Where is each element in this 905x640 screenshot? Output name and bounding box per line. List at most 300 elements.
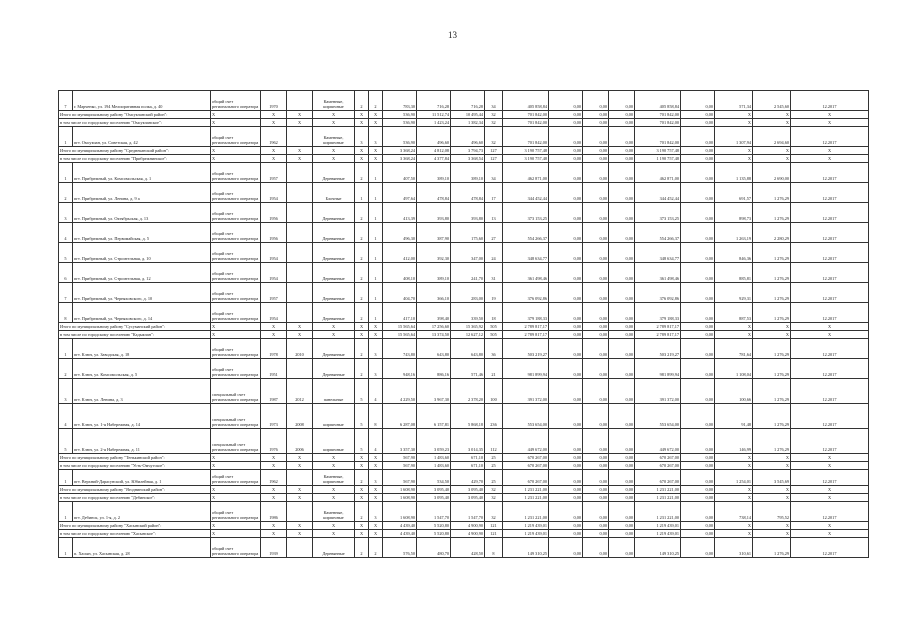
cell-a1: 948,16 <box>383 359 417 379</box>
cell-s5: 379 188,33 <box>635 303 681 323</box>
cell-a3: 671,10 <box>451 462 485 470</box>
cell-s5: 981 899,94 <box>635 359 681 379</box>
cell-dt: X <box>791 454 869 462</box>
cell-a3: 3 095,40 <box>451 494 485 502</box>
cell-s2: 0,00 <box>549 462 583 470</box>
cell-res: 17 <box>485 183 503 203</box>
cell-s1: 376 092,86 <box>503 283 549 303</box>
cell-a3: 496,60 <box>451 127 485 147</box>
cell-s1: 3 190 757,48 <box>503 147 549 155</box>
cell-s8: 1 276,29 <box>753 203 791 223</box>
table-row <box>59 91 869 111</box>
cell-y1: X <box>261 486 287 494</box>
cell-mat: Деревянные <box>313 163 355 183</box>
cell-dt: 12.2017 <box>791 91 869 111</box>
table-row <box>59 359 869 379</box>
cell-fl: X <box>355 454 369 462</box>
cell-s8: 2 694,60 <box>753 127 791 147</box>
cell-addr: пгт. Ключ, ул. 1-я Набережная, д. 14 <box>73 404 211 429</box>
cell-s7: 738,14 <box>715 502 753 522</box>
cell-s8: X <box>753 454 791 462</box>
summary-row <box>59 454 869 462</box>
cell-addr: пгт. Омсукчан, ул. Советская, д. 42 <box>73 127 211 147</box>
cell-en: 1 <box>369 183 383 203</box>
cell-num: 3 <box>59 379 73 404</box>
cell-mat: кирпичные <box>313 404 355 429</box>
cell-s4: 0,00 <box>609 119 635 127</box>
cell-fl: X <box>355 486 369 494</box>
cell-s3: 0,00 <box>583 502 609 522</box>
cell-s5: 1 231 221,00 <box>635 494 681 502</box>
cell-y2 <box>287 243 313 263</box>
cell-s5: 670 267,00 <box>635 454 681 462</box>
cell-s6: 0,00 <box>681 263 715 283</box>
cell-s4: 0,00 <box>609 183 635 203</box>
summary-row <box>59 155 869 163</box>
cell-dt: X <box>791 530 869 538</box>
cell-s3: 0,00 <box>583 91 609 111</box>
cell-s6: 0,00 <box>681 339 715 359</box>
cell-s2: 0,00 <box>549 127 583 147</box>
cell-s6: 0,00 <box>681 454 715 462</box>
cell-s5: 376 092,86 <box>635 283 681 303</box>
cell-y1: X <box>261 323 287 331</box>
cell-fl: 5 <box>355 429 369 454</box>
cell-s8: 2 690,00 <box>753 163 791 183</box>
cell-res: 127 <box>485 147 503 155</box>
cell-y2: 2012 <box>287 379 313 404</box>
cell-s4: 0,00 <box>609 359 635 379</box>
cell-y2: X <box>287 530 313 538</box>
table-row <box>59 538 869 558</box>
cell-op: общий счет регионального оператора <box>211 91 261 111</box>
cell-num: 1 <box>59 339 73 359</box>
cell-a1: 4 439,40 <box>383 530 417 538</box>
cell-s4: 0,00 <box>609 283 635 303</box>
cell-s6: 0,00 <box>681 494 715 502</box>
cell-s1: 670 267,00 <box>503 462 549 470</box>
cell-en: 1 <box>369 223 383 243</box>
cell-mat: Деревянные <box>313 303 355 323</box>
cell-dt: X <box>791 147 869 155</box>
cell-s5: 1 231 221,00 <box>635 486 681 494</box>
cell-y1: 1954 <box>261 183 287 203</box>
cell-a3: 3 368,54 <box>451 155 485 163</box>
cell-dt: 12.2017 <box>791 429 869 454</box>
cell-en: 2 <box>369 538 383 558</box>
cell-s8: 1 276,29 <box>753 303 791 323</box>
cell-a1: 536,90 <box>383 111 417 119</box>
cell-s5: 1 231 221,00 <box>635 502 681 522</box>
cell-y2 <box>287 263 313 283</box>
cell-s4: 0,00 <box>609 494 635 502</box>
cell-a2: 393,80 <box>417 203 451 223</box>
cell-y1: X <box>261 147 287 155</box>
cell-en: X <box>369 462 383 470</box>
cell-mat: X <box>313 462 355 470</box>
cell-op: общий счет регионального оператора <box>211 203 261 223</box>
cell-a3: 571,46 <box>451 359 485 379</box>
cell-y2 <box>287 303 313 323</box>
cell-res: 25 <box>485 454 503 462</box>
cell-mat: X <box>313 155 355 163</box>
cell-s6: 0,00 <box>681 538 715 558</box>
cell-s6: 0,00 <box>681 323 715 331</box>
cell-s6: 0,00 <box>681 147 715 155</box>
cell-s4: 0,00 <box>609 379 635 404</box>
cell-res: 34 <box>485 163 503 183</box>
cell-s2: 0,00 <box>549 454 583 462</box>
table-row <box>59 303 869 323</box>
cell-res: 127 <box>485 155 503 163</box>
cell-a1: 412,00 <box>383 243 417 263</box>
summary-row <box>59 530 869 538</box>
cell-s3: 0,00 <box>583 243 609 263</box>
cell-s8: X <box>753 147 791 155</box>
cell-s3: 0,00 <box>583 462 609 470</box>
cell-s7: 887,53 <box>715 303 753 323</box>
cell-op: общий счет регионального оператора <box>211 470 261 486</box>
cell-s1: 348 634,77 <box>503 243 549 263</box>
cell-a1: 4 229,50 <box>383 379 417 404</box>
table-row <box>59 429 869 454</box>
summary-row <box>59 522 869 530</box>
cell-s2: 0,00 <box>549 111 583 119</box>
cell-mat: Деревянные <box>313 223 355 243</box>
cell-a2: 3 095,40 <box>417 486 451 494</box>
cell-a3: 1 382,34 <box>451 119 485 127</box>
cell-s1: 554 266,37 <box>503 223 549 243</box>
cell-s3: 0,00 <box>583 530 609 538</box>
cell-a2: 534,50 <box>417 470 451 486</box>
cell-a1: 15 565,64 <box>383 331 417 339</box>
cell-fl: 2 <box>355 359 369 379</box>
cell-s2: 0,00 <box>549 147 583 155</box>
cell-s2: 0,00 <box>549 486 583 494</box>
cell-s2: 0,00 <box>549 339 583 359</box>
cell-a2: 6 157,81 <box>417 404 451 429</box>
cell-s1: 503 219,27 <box>503 339 549 359</box>
cell-s2: 0,00 <box>549 379 583 404</box>
cell-y2 <box>287 203 313 223</box>
summary-row <box>59 119 869 127</box>
cell-s7: X <box>715 494 753 502</box>
cell-res: 19 <box>485 283 503 303</box>
cell-s2: 0,00 <box>549 183 583 203</box>
cell-num: 6 <box>59 263 73 283</box>
table-row <box>59 502 869 522</box>
cell-op: общий счет регионального оператора <box>211 223 261 243</box>
cell-y1: 1951 <box>261 359 287 379</box>
cell-en: 1 <box>369 163 383 183</box>
cell-s5: 373 153,25 <box>635 203 681 223</box>
cell-s5: 361 498,46 <box>635 263 681 283</box>
cell-res: 8 <box>485 538 503 558</box>
cell-mat: Деревянные <box>313 339 355 359</box>
cell-res: 32 <box>485 486 503 494</box>
cell-s6: 0,00 <box>681 163 715 183</box>
cell-a3: 15 365,92 <box>451 323 485 331</box>
cell-s6: 0,00 <box>681 111 715 119</box>
cell-a3: 643,80 <box>451 339 485 359</box>
summary-row <box>59 331 869 339</box>
cell-a1: 567,90 <box>383 454 417 462</box>
cell-a3: 3 095,40 <box>451 486 485 494</box>
cell-s8: X <box>753 111 791 119</box>
cell-s2: 0,00 <box>549 323 583 331</box>
cell-s3: 0,00 <box>583 404 609 429</box>
cell-en: X <box>369 323 383 331</box>
cell-a1: 3 368,24 <box>383 155 417 163</box>
table-row <box>59 404 869 429</box>
cell-s6: 0,00 <box>681 462 715 470</box>
cell-s2: 0,00 <box>549 470 583 486</box>
cell-op: специальный счет регионального оператора <box>211 379 261 404</box>
cell-en: 1 <box>369 283 383 303</box>
cell-fl: X <box>355 323 369 331</box>
cell-y2: X <box>287 155 313 163</box>
cell-a1: 15 565,64 <box>383 323 417 331</box>
cell-span: в том числе по городскому поселению "Кадыкчан": <box>59 331 211 339</box>
cell-s6: 0,00 <box>681 486 715 494</box>
cell-s8: 2 545,60 <box>753 91 791 111</box>
cell-en: 3 <box>369 359 383 379</box>
cell-en: 1 <box>369 303 383 323</box>
cell-s3: 0,00 <box>583 127 609 147</box>
cell-s7: 885,81 <box>715 263 753 283</box>
cell-op: общий счет регионального оператора <box>211 243 261 263</box>
cell-s7: X <box>715 323 753 331</box>
table-row <box>59 183 869 203</box>
cell-s3: 0,00 <box>583 454 609 462</box>
cell-y2 <box>287 283 313 303</box>
cell-dt: 12.2017 <box>791 404 869 429</box>
cell-a2: 496,60 <box>417 127 451 147</box>
table-row <box>59 379 869 404</box>
cell-mat: X <box>313 119 355 127</box>
cell-mat: X <box>313 454 355 462</box>
cell-y1: X <box>261 522 287 530</box>
cell-op: X <box>211 522 261 530</box>
cell-s5: 503 219,27 <box>635 339 681 359</box>
cell-mat: Деревянные <box>313 283 355 303</box>
cell-a1: 567,90 <box>383 462 417 470</box>
cell-dt: 12.2017 <box>791 538 869 558</box>
cell-s1: 553 654,00 <box>503 404 549 429</box>
cell-a1: 783,30 <box>383 91 417 111</box>
cell-a2: 11 512,74 <box>417 111 451 119</box>
cell-a1: 413,39 <box>383 203 417 223</box>
cell-dt: X <box>791 111 869 119</box>
cell-y1: 1962 <box>261 127 287 147</box>
cell-a2: 886,16 <box>417 359 451 379</box>
cell-a3: 428,50 <box>451 538 485 558</box>
cell-s1: 373 153,25 <box>503 203 549 223</box>
summary-row <box>59 486 869 494</box>
cell-a3: 5 868,18 <box>451 404 485 429</box>
cell-en: 1 <box>369 203 383 223</box>
cell-op: X <box>211 155 261 163</box>
cell-s7: X <box>715 530 753 538</box>
cell-dt: X <box>791 486 869 494</box>
cell-op: X <box>211 323 261 331</box>
cell-num: 7 <box>59 283 73 303</box>
cell-s1: 379 188,33 <box>503 303 549 323</box>
cell-y1: X <box>261 494 287 502</box>
cell-a2: 480,70 <box>417 538 451 558</box>
cell-s2: 0,00 <box>549 331 583 339</box>
cell-a2: 3 095,40 <box>417 494 451 502</box>
cell-num: 1 <box>59 502 73 522</box>
cell-dt: 12.2017 <box>791 303 869 323</box>
cell-mat: Каменные, кирпичные <box>313 470 355 486</box>
cell-a2: 716,28 <box>417 91 451 111</box>
cell-s1: 701 842,00 <box>503 127 549 147</box>
cell-s1: 1 231 221,00 <box>503 494 549 502</box>
cell-op: X <box>211 119 261 127</box>
cell-s4: 0,00 <box>609 243 635 263</box>
cell-s2: 0,00 <box>549 203 583 223</box>
cell-en: 1 <box>369 263 383 283</box>
cell-s4: 0,00 <box>609 111 635 119</box>
cell-y2: 2006 <box>287 429 313 454</box>
cell-s1: 1 231 221,00 <box>503 486 549 494</box>
cell-y1: X <box>261 462 287 470</box>
cell-res: 24 <box>485 243 503 263</box>
cell-op: общий счет регионального оператора <box>211 263 261 283</box>
cell-y1: 1956 <box>261 203 287 223</box>
cell-s2: 0,00 <box>549 91 583 111</box>
cell-res: 27 <box>485 223 503 243</box>
cell-en: X <box>369 331 383 339</box>
cell-addr: пгт. Ключ, ул. Ленина, д. 3 <box>73 379 211 404</box>
cell-s4: 0,00 <box>609 522 635 530</box>
cell-s8: X <box>753 462 791 470</box>
cell-en: X <box>369 147 383 155</box>
cell-s7: 1 263,19 <box>715 223 753 243</box>
cell-s7: 571,34 <box>715 91 753 111</box>
cell-s7: 310,61 <box>715 538 753 558</box>
cell-s3: 0,00 <box>583 183 609 203</box>
cell-y2: X <box>287 331 313 339</box>
cell-dt: X <box>791 331 869 339</box>
cell-s1: 149 310,25 <box>503 538 549 558</box>
cell-addr: пгт. Прибрежный, ул. Первомайская, д. 5 <box>73 223 211 243</box>
cell-fl: 2 <box>355 223 369 243</box>
cell-res: 18 <box>485 303 503 323</box>
cell-mat: X <box>313 323 355 331</box>
cell-a1: 536,90 <box>383 119 417 127</box>
cell-s1: 670 267,00 <box>503 454 549 462</box>
cell-s4: 0,00 <box>609 486 635 494</box>
cell-a3: 716,28 <box>451 91 485 111</box>
cell-fl: 2 <box>355 163 369 183</box>
cell-y2 <box>287 359 313 379</box>
cell-span: Итого по муниципальному району "Омсукчанский район": <box>59 111 211 119</box>
cell-a3: 393,80 <box>451 203 485 223</box>
cell-y2 <box>287 183 313 203</box>
cell-s1: 670 267,00 <box>503 470 549 486</box>
cell-s6: 0,00 <box>681 404 715 429</box>
cell-op: общий счет регионального оператора <box>211 163 261 183</box>
cell-num: 5 <box>59 429 73 454</box>
cell-num: 7 <box>59 91 73 111</box>
cell-y2: X <box>287 323 313 331</box>
houses-table <box>58 90 869 558</box>
cell-a2: 4 812,08 <box>417 147 451 155</box>
cell-mat: X <box>313 147 355 155</box>
cell-s8: X <box>753 155 791 163</box>
cell-s6: 0,00 <box>681 359 715 379</box>
cell-span: Итого по муниципальному району "Среднеканский район": <box>59 147 211 155</box>
cell-num: 2 <box>59 359 73 379</box>
cell-s7: 1 307,94 <box>715 127 753 147</box>
cell-a2: 389,10 <box>417 263 451 283</box>
cell-s6: 0,00 <box>681 183 715 203</box>
cell-num: 5 <box>59 243 73 263</box>
cell-res: 32 <box>485 494 503 502</box>
cell-s7: 146,99 <box>715 429 753 454</box>
cell-y1: 1987 <box>261 379 287 404</box>
cell-s6: 0,00 <box>681 470 715 486</box>
cell-s4: 0,00 <box>609 203 635 223</box>
cell-res: 25 <box>485 462 503 470</box>
cell-y1: 1978 <box>261 339 287 359</box>
cell-s3: 0,00 <box>583 119 609 127</box>
cell-en: X <box>369 454 383 462</box>
cell-s2: 0,00 <box>549 163 583 183</box>
cell-s6: 0,00 <box>681 429 715 454</box>
cell-op: общий счет регионального оператора <box>211 538 261 558</box>
cell-mat: X <box>313 494 355 502</box>
cell-a2: 478,84 <box>417 183 451 203</box>
cell-a3: 389,10 <box>451 163 485 183</box>
summary-row <box>59 147 869 155</box>
cell-s4: 0,00 <box>609 530 635 538</box>
cell-en: 4 <box>369 379 383 404</box>
cell-s5: 462 871,00 <box>635 163 681 183</box>
cell-y2 <box>287 223 313 243</box>
cell-s6: 0,00 <box>681 119 715 127</box>
cell-dt: X <box>791 494 869 502</box>
cell-a3: 241,70 <box>451 263 485 283</box>
cell-y2 <box>287 127 313 147</box>
cell-s2: 0,00 <box>549 283 583 303</box>
cell-s5: 149 310,25 <box>635 538 681 558</box>
cell-s8: X <box>753 530 791 538</box>
cell-mat: панельные <box>313 379 355 404</box>
cell-op: общий счет регионального оператора <box>211 359 261 379</box>
cell-s4: 0,00 <box>609 323 635 331</box>
cell-mat: Каменные, кирпичные <box>313 502 355 522</box>
cell-s1: 701 842,00 <box>503 119 549 127</box>
table-body <box>59 91 869 558</box>
cell-en: 3 <box>369 502 383 522</box>
cell-addr: г. Марченко, ул. 194 Мелиоративная полка, д. 40 <box>73 91 211 111</box>
cell-s1: 981 899,94 <box>503 359 549 379</box>
cell-s5: 391 372,00 <box>635 379 681 404</box>
cell-s4: 0,00 <box>609 429 635 454</box>
cell-dt: X <box>791 323 869 331</box>
cell-en: 1 <box>369 243 383 263</box>
cell-s8: 1 276,29 <box>753 183 791 203</box>
cell-a2: 3 967,30 <box>417 379 451 404</box>
cell-a2: 643,80 <box>417 339 451 359</box>
summary-row <box>59 462 869 470</box>
table-row <box>59 203 869 223</box>
cell-s7: X <box>715 331 753 339</box>
cell-s1: 2 789 817,17 <box>503 323 549 331</box>
